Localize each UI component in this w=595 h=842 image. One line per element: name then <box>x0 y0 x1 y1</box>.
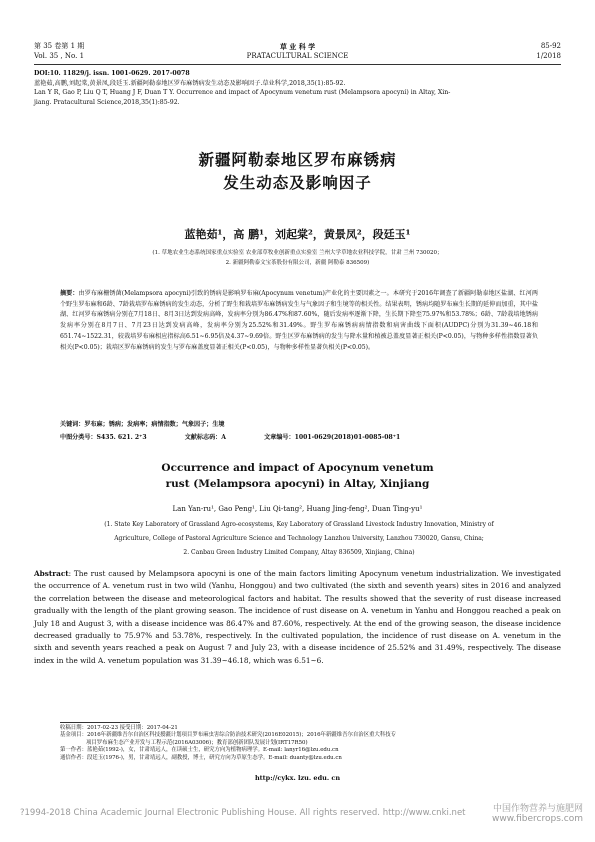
citation-en-line2: jiang. Pratacultural Science,2018,35(1):85-92. <box>34 98 180 106</box>
article-number: 文章编号：1001-0629(2018)01-0085-08⁺1 <box>264 434 401 441</box>
footer-url[interactable]: http://cykx. lzu. edu. cn <box>254 774 341 782</box>
journal-name-cn: 草 业 科 学 <box>279 42 316 51</box>
journal-name-en: PRATACULTURAL SCIENCE <box>246 52 349 60</box>
footnote-first-author: 第一作者：蓝艳茹(1992-)，女，甘肃靖远人，在读硕士生，研究方向为植物病理学。E-mail: lanyr16@lzu.edu.cn <box>60 747 339 754</box>
document-code: 文献标志码：A <box>184 434 227 441</box>
title-cn-line2: 发生动态及影响因子 <box>223 173 372 192</box>
title-en-line1: Occurrence and impact of Apocynum venetum <box>161 462 434 474</box>
footnote-corresponding-author: 通信作者：段廷玉(1976-)，男，甘肃靖远人，副教授，博士，研究方向为草原生态学。E-mail: duanty@lzu.edu.cn <box>60 754 342 761</box>
classification-line <box>60 433 538 443</box>
footnote-block <box>60 725 540 762</box>
abstract-en <box>34 568 561 667</box>
issue-date: 1/2018 <box>536 52 561 60</box>
watermark-cn: 中国作物营养与施肥网 <box>492 804 583 814</box>
footnote-funding-1: 基金项目：2016年新疆维吾尔自治区科技援疆计划项目罗布麻虫害综合防治技术研究(2016E02015)；2016年新疆维吾尔自治区重大科技专 <box>60 732 396 739</box>
clc-number: 中图分类号：S435. 621. 2⁺3 <box>60 434 147 441</box>
journal-volume-cn: 第 35 卷第 1 期 <box>34 42 85 50</box>
abstract-cn-label: 摘要： <box>60 290 79 297</box>
abstract-en-text: : The rust caused by Melampsora apocyni is one of the main factors limiting Apocynum venetum industrialization. We investigated the occurrence of A. venetum rust in two wild (Yanhu, Honggou) and two cultivated (the sixth and seventh years) sites in 2016 and analyzed the correlation between the disease and meteorological factors and habitat. The results showed that the severity of rust disease increased gradually with the length of the plant growing season. The incidence of rust disease on A. venetum in Yanhu and Honggou reached a peak on July 18 and August 3, with a disease incidence was 86.47% and 87.60%, respectively. At the end of the growing season, the disease incidence decreased gradually to 75.97% and 53.78%, respectively. In the cultivated population, the incidence of rust disease on A. venetum in the sixth and seventh years reached a peak on August 7 and July 23, with a disease incidence of 25.52% and 31.49%, respectively. The disease index in the wild A. venetum population was 31.39~46.18, which was 6.51~6. <box>34 569 561 665</box>
citation-cn: 蓝艳茹,高鹏,刘起棠,黄景凤,段廷玉.新疆阿勒泰地区罗布麻锈病发生动态及影响因子.草业科学,2018,35(1):85-92. <box>34 79 346 87</box>
footnote-dates: 收稿日期：2017-02-23 接受日期：2017-04-21 <box>60 725 178 731</box>
citation-block <box>34 69 561 107</box>
watermark <box>492 801 583 824</box>
copyright-notice: ?1994-2018 China Academic Journal Electronic Publishing House. All rights reserved. http://www.cnki.net <box>20 808 466 818</box>
page-range: 85-92 <box>540 42 561 50</box>
title-cn-line1: 新疆阿勒泰地区罗布麻锈病 <box>198 150 397 169</box>
affiliation-cn-line2: 2. 新疆阿勒泰文宝茶股份有限公司，新疆 阿勒泰 836509) <box>225 260 370 266</box>
affiliation-en-line1: (1. State Key Laboratory of Grassland Agro-ecosystems, Key Laboratory of Grassland Livestock Industry Innovation, Ministry of <box>104 521 494 528</box>
citation-en-line1: Lan Y R, Gao P, Liu Q T, Huang J F, Duan T Y. Occurrence and impact of Apocynum venetum rust (Melampsora apocyni) in Altay, Xin- <box>34 89 451 96</box>
footnote-rule <box>60 722 140 723</box>
abstract-cn <box>60 289 538 353</box>
journal-volume-en: Vol. 35 , No. 1 <box>34 52 85 60</box>
abstract-cn-text: 由罗布麻栅锈菌(Melampsora apocyni)引致的锈病是影响罗布麻(Apocynum venetum)产业化的主要因素之一。本研究于2016年调查了新疆阿勒泰地区盐湖、红河两个野生罗布麻和6龄、7龄栽培罗布麻锈病的发生动态，分析了野生和栽培罗布麻锈病发生与气象因子和生境等的相关性。结果表明，锈病均随罗布麻生长期的延伸而加重，其中盐湖、红河罗布麻锈病分别在7月18日、8月3日达到发病高峰，发病率分别为86.47%和87.60%，随后发病率逐渐下降，生长期下降至75.97%和53.78%；6龄、7龄栽培地锈病发病率分别在8月7日、7月23日达到发病高峰，发病率分别为25.52%和31.49%。野生罗布麻锈病病情指数和病害曲线下面积(AUDPC)分别为31.39~46.18和651.74~1522.31，较栽培罗布麻相应指标高6.51~6.95倍及4.37~9.69倍。野生区罗布麻锈病的发生与降水量和植被总盖度显著正相关(P<0.05)，与物种多样性指数显著负相关(P<0.05)；栽培区罗布麻锈病的发生与罗布麻盖度显著正相关(P<0.05)，与物种多样性显著负相关(P<0.05)。 <box>60 290 538 351</box>
title-en-line2: rust (Melampsora apocyni) in Altay, Xinjiang <box>165 478 430 490</box>
affiliation-cn-line1: (1. 草地农业生态系统国家重点实验室 农业部草牧业创新重点实验室 兰州大学草地农业科技学院，甘肃 兰州 730020； <box>152 250 443 256</box>
affiliation-en-line2: Agriculture, College of Pastoral Agriculture Science and Technology Lanzhou University, Lanzhou 730020, Gansu, China; <box>114 535 484 542</box>
keywords-cn: 关键词：罗布麻；锈病；发病率；病情指数；气象因子；生境 <box>60 421 225 428</box>
footnote-funding-2: 项目罗布麻生态产业开发与工程示范(2016A03006)；教育部创新团队发展计划(IRT17R50) <box>86 739 308 746</box>
authors-en: Lan Yan-ru¹, Gao Peng¹, Liu Qi-tang², Huang Jing-feng², Duan Ting-yu¹ <box>172 505 423 513</box>
header-rule <box>34 64 561 65</box>
watermark-url: www.fibercrops.com <box>492 814 583 824</box>
affiliation-en-line3: 2. Canbau Green Industry Limited Company, Altay 836509, Xinjiang, China) <box>183 549 415 556</box>
doi[interactable]: DOI:10. 11829/j. issn. 1001-0629. 2017-0078 <box>34 70 190 77</box>
abstract-en-label: Abstract <box>34 569 69 578</box>
authors-cn: 蓝艳茹¹，高 鹏¹，刘起棠²，黄景凤²，段廷玉¹ <box>184 228 411 241</box>
